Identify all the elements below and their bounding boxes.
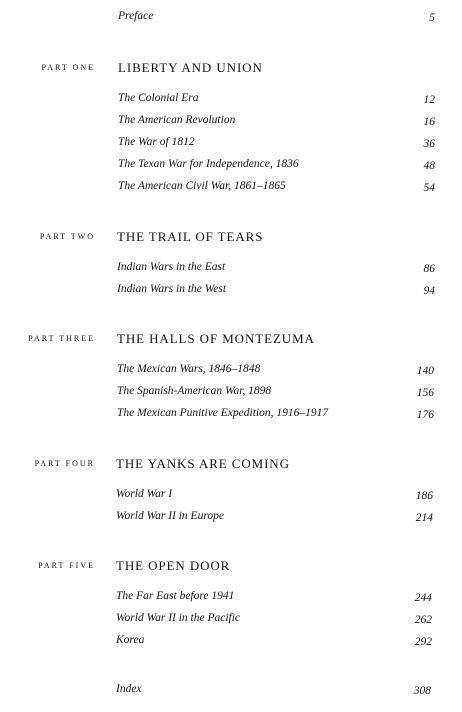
- part-two-title: THE TRAIL OF TEARS: [117, 229, 264, 244]
- part-three-title: THE HALLS OF MONTEZUMA: [117, 331, 315, 346]
- index-page: 308: [413, 685, 431, 697]
- chapter-page: 54: [423, 182, 435, 194]
- chapter-far-east-1941[interactable]: The Far East before 1941: [116, 590, 235, 602]
- part-four-title: THE YANKS ARE COMING: [116, 456, 290, 471]
- chapter-page: 244: [414, 592, 432, 604]
- chapter-american-revolution[interactable]: The American Revolution: [118, 114, 236, 126]
- chapter-page: 176: [416, 409, 434, 421]
- chapter-page: 36: [423, 138, 435, 150]
- chapter-page: 140: [416, 365, 434, 377]
- part-five-title: THE OPEN DOOR: [116, 558, 231, 573]
- chapter-mexican-wars[interactable]: The Mexican Wars, 1846–1848: [117, 363, 261, 375]
- chapter-spanish-american-war[interactable]: The Spanish-American War, 1898: [117, 385, 272, 397]
- preface-page: 5: [429, 12, 435, 24]
- chapter-korea[interactable]: Korea: [116, 634, 145, 646]
- chapter-page: 156: [416, 387, 434, 399]
- index-title[interactable]: Index: [116, 683, 142, 695]
- chapter-world-war-i[interactable]: World War I: [116, 488, 173, 500]
- chapter-indian-wars-west[interactable]: Indian Wars in the West: [117, 283, 227, 295]
- part-one-label: PART ONE: [41, 63, 95, 72]
- chapter-texan-war[interactable]: The Texan War for Independence, 1836: [118, 158, 299, 170]
- part-four-label: PART FOUR: [34, 459, 95, 468]
- chapter-war-of-1812[interactable]: The War of 1812: [118, 136, 195, 148]
- chapter-page: 186: [415, 490, 433, 502]
- chapter-page: 262: [414, 614, 432, 626]
- chapter-mexican-punitive-expedition[interactable]: The Mexican Punitive Expedition, 1916–1917: [117, 407, 329, 419]
- chapter-world-war-ii-pacific[interactable]: World War II in the Pacific: [116, 612, 241, 624]
- chapter-page: 94: [423, 285, 435, 297]
- part-three-label: PART THREE: [28, 334, 95, 343]
- chapter-page: 12: [423, 94, 435, 106]
- chapter-page: 16: [423, 116, 435, 128]
- part-two-label: PART TWO: [39, 232, 95, 241]
- chapter-world-war-ii-europe[interactable]: World War II in Europe: [116, 510, 224, 522]
- part-one-title: LIBERTY AND UNION: [118, 60, 263, 75]
- chapter-page: 48: [423, 160, 435, 172]
- chapter-page: 214: [415, 512, 433, 524]
- part-five-label: PART FIVE: [38, 561, 95, 570]
- preface-title[interactable]: Preface: [118, 10, 154, 22]
- chapter-civil-war[interactable]: The American Civil War, 1861–1865: [118, 180, 286, 192]
- chapter-indian-wars-east[interactable]: Indian Wars in the East: [117, 261, 226, 273]
- chapter-colonial-era[interactable]: The Colonial Era: [118, 92, 199, 104]
- chapter-page: 292: [414, 636, 432, 648]
- chapter-page: 86: [423, 263, 435, 275]
